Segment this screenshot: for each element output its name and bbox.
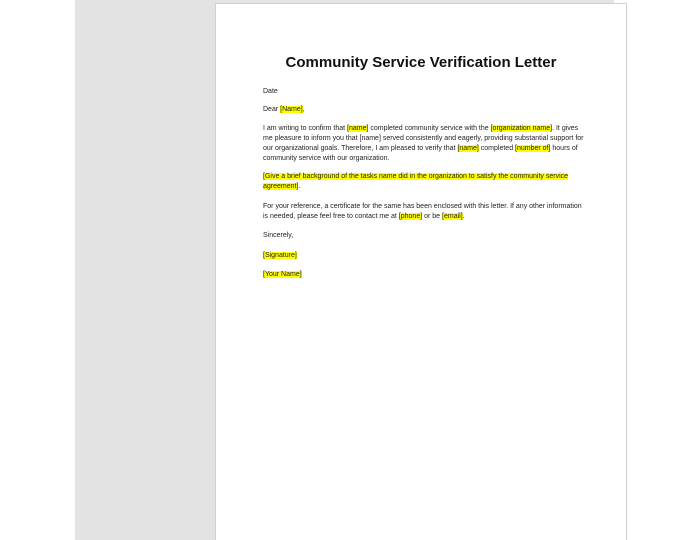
paragraph-text: hours of community service with our organization. <box>263 145 578 162</box>
date-placeholder: Date <box>263 88 278 95</box>
closing <box>263 231 585 241</box>
email-placeholder: [email] <box>442 213 463 220</box>
paragraph-reference <box>263 202 585 222</box>
phone-placeholder: [phone] <box>398 213 423 220</box>
paragraph-text: completed <box>478 145 516 152</box>
paragraph-text: completed community service with the <box>368 125 491 132</box>
signature-line <box>263 251 585 261</box>
date-line <box>263 87 585 97</box>
salutation-prefix: Dear <box>263 106 281 113</box>
your-name-placeholder: [Your Name] <box>263 271 302 278</box>
paragraph-text: For your reference, a certificate for the same has been enclosed with this letter. If any other information is needed, please feel free to contact me at <box>263 203 582 220</box>
task-background-placeholder: [Give a brief background of the tasks name did in the organization to satisfy the community service agreement] <box>263 173 569 190</box>
name-placeholder: [name] <box>347 125 369 132</box>
paragraph-text: . It gives me pleasure to inform you that [name] served consistently and eagerly, providing substantial support for our organizational goals. Therefore, I am pleased to verify that <box>263 125 584 152</box>
recipient-name-placeholder: [Name] <box>280 106 303 113</box>
sender-name-line <box>263 270 585 280</box>
paragraph-text: . <box>298 183 301 190</box>
organization-name-placeholder: [organization name] <box>490 125 553 132</box>
letter-title: Community Service Verification Letter <box>285 54 557 71</box>
paragraph-text: or be <box>422 213 443 220</box>
paragraph-text: . <box>462 213 465 220</box>
salutation-suffix: , <box>302 106 305 113</box>
paragraph-text: I am writing to confirm that <box>263 125 348 132</box>
name-placeholder: [name] <box>457 145 479 152</box>
document-viewer <box>75 0 614 540</box>
document-page <box>215 3 627 540</box>
paragraph-background <box>263 172 585 192</box>
number-of-hours-placeholder: [number of] <box>515 145 551 152</box>
closing-text: Sincerely, <box>263 232 294 239</box>
signature-placeholder: [Signature] <box>263 252 297 259</box>
paragraph-confirmation <box>263 124 585 164</box>
salutation <box>263 105 585 115</box>
